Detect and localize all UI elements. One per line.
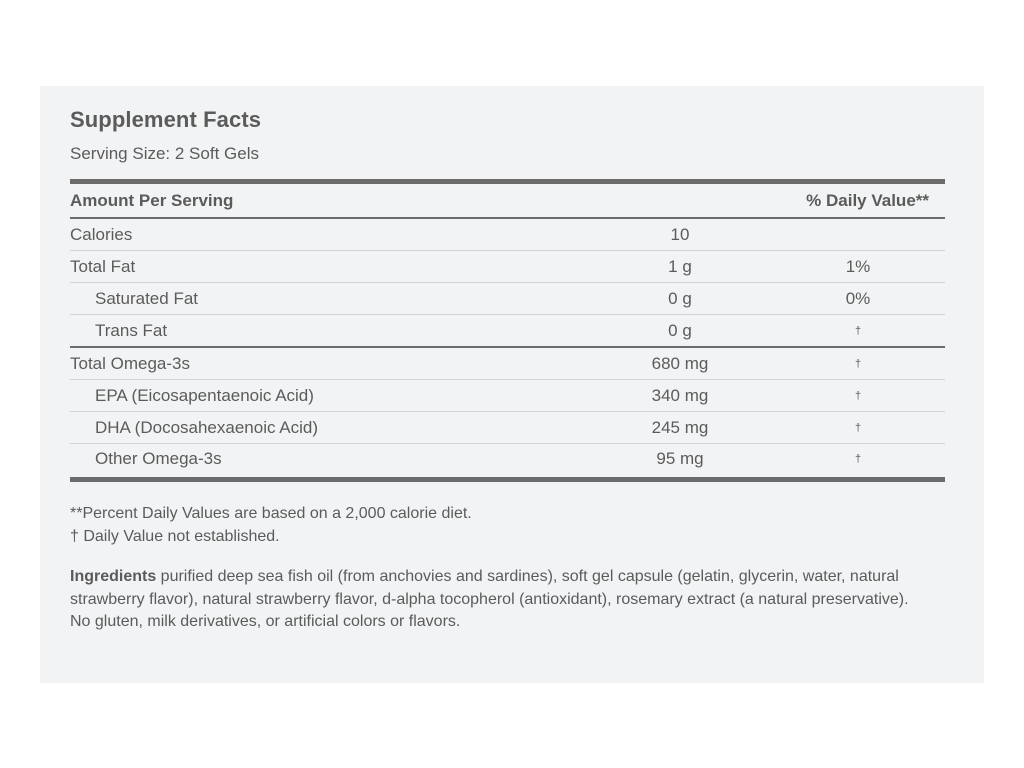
nutrient-amount: 680 mg <box>651 353 709 373</box>
page-title: Supplement Facts <box>70 107 262 132</box>
nutrient-daily-value: † <box>854 453 862 465</box>
table-row <box>70 315 945 348</box>
ingredients-text: purified deep sea fish oil (from anchovies and sardines), soft gel capsule (gelatin, glycerin, water, natural strawberry flavor), natural strawberry flavor, d-alpha tocopherol (antioxidant), rosemary extract (a natural preservative). <box>70 568 909 608</box>
nutrient-name: EPA (Eicosapentaenoic Acid) <box>95 385 314 405</box>
nutrient-amount: 95 mg <box>656 449 704 468</box>
nutrient-amount: 10 <box>670 224 690 244</box>
footnote-daily-value-not-established: † Daily Value not established. <box>70 528 280 545</box>
table-bottom-rule <box>70 477 945 482</box>
facts-table <box>70 179 945 484</box>
nutrient-daily-value: 0% <box>845 288 871 308</box>
nutrient-daily-value: † <box>854 324 862 337</box>
nutrient-name: Other Omega-3s <box>95 449 222 468</box>
footnote-percent-daily-values: **Percent Daily Values are based on a 2,000 calorie diet. <box>70 505 472 522</box>
header-amount-per-serving: Amount Per Serving <box>70 190 234 210</box>
nutrient-amount: 0 g <box>668 320 692 340</box>
nutrient-daily-value: † <box>854 389 862 402</box>
nutrient-amount: 0 g <box>668 288 692 308</box>
nutrient-name: DHA (Docosahexaenoic Acid) <box>95 417 319 437</box>
table-row <box>70 412 945 444</box>
footnotes <box>70 502 472 548</box>
nutrient-daily-value: † <box>854 421 862 434</box>
nutrient-daily-value: 1% <box>845 256 871 276</box>
table-row <box>70 348 945 380</box>
header-daily-value: % Daily Value** <box>806 190 929 210</box>
nutrient-amount: 245 mg <box>651 417 709 437</box>
nutrient-amount: 340 mg <box>651 385 709 405</box>
table-row <box>70 251 945 283</box>
ingredients-paragraph <box>70 566 950 611</box>
nutrient-name: Saturated Fat <box>95 288 199 308</box>
serving-size: Serving Size: 2 Soft Gels <box>70 144 259 163</box>
table-header-row <box>70 184 945 219</box>
table-row <box>70 283 945 315</box>
nutrient-name: Total Omega-3s <box>70 353 190 373</box>
table-row <box>70 380 945 412</box>
nutrient-name: Trans Fat <box>95 320 168 340</box>
table-row <box>70 219 945 251</box>
nutrient-daily-value: † <box>854 357 862 370</box>
nutrient-name: Calories <box>70 224 133 244</box>
ingredients-label: Ingredients <box>70 568 157 585</box>
nutrient-amount: 1 g <box>668 256 692 276</box>
free-from-statement: No gluten, milk derivatives, or artificial colors or flavors. <box>70 613 461 630</box>
supplement-facts-panel <box>40 86 984 683</box>
nutrient-name: Total Fat <box>70 256 136 276</box>
ingredients <box>70 566 950 634</box>
